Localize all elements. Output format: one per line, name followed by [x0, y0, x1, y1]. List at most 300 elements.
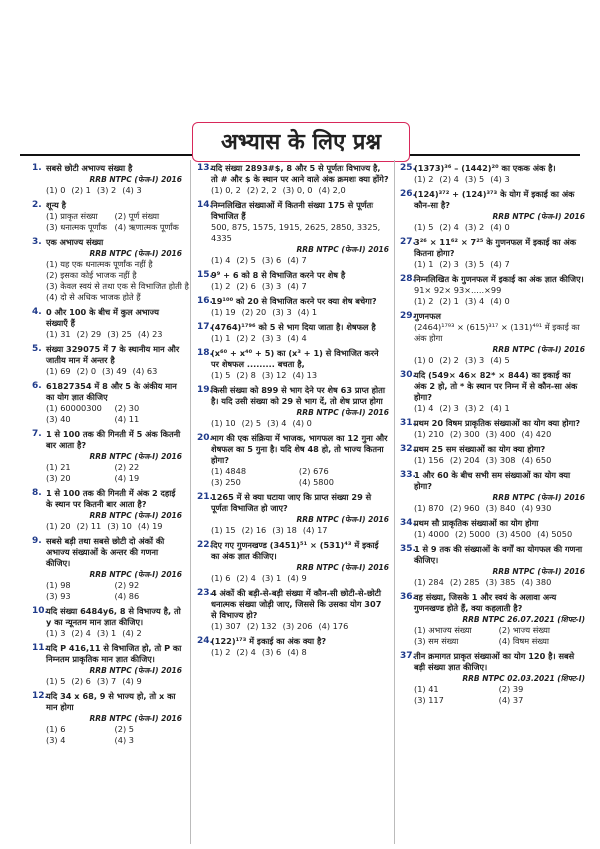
- answer-option: (4) ऋणात्मक पूर्णांक: [114, 222, 179, 232]
- answer-option: (2) 6: [71, 676, 91, 686]
- exam-source: RRB NTPC (फेज-I) 2016: [89, 511, 182, 520]
- answer-options: [211, 573, 389, 584]
- answer-option: (2) 300: [449, 429, 480, 439]
- question-text: 19¹⁰⁰ को 20 से विभाजित करने पर क्या शेष बचेगा?: [211, 296, 377, 306]
- question-text: भाग की एक संक्रिया में भाजक, भागफल का 12 गुना और शेषफल का 5 गुना है। यदि शेष 48 हो, तो भाज्य कितना होगा?: [211, 433, 388, 465]
- answer-option: (4) 3: [114, 735, 134, 745]
- answer-option: (2) 3: [439, 403, 459, 413]
- answer-option: (2) 29: [76, 329, 102, 339]
- answer-option: (3) 6: [261, 255, 282, 265]
- answer-option: (3) धनात्मक पूर्णांक: [46, 222, 107, 232]
- answer-options: [211, 281, 389, 292]
- answer-options: [46, 185, 182, 196]
- answer-option: (3) 6: [261, 647, 282, 657]
- page-title: अभ्यास के लिए प्रश्न: [220, 130, 382, 155]
- answer-options: [414, 259, 585, 270]
- answer-option: (1) 0: [46, 185, 66, 195]
- answer-option: (2) 285: [449, 577, 480, 587]
- answer-option: (1) 10: [211, 418, 236, 428]
- answer-option: (4) 1: [297, 307, 318, 317]
- question-number: 31.: [400, 418, 416, 428]
- answer-option: (3) 7: [96, 676, 117, 686]
- answer-option: (4) 11: [114, 414, 140, 424]
- answer-options: [414, 174, 585, 185]
- answer-option: (1) 1: [414, 259, 434, 269]
- answer-option: (1) 210: [414, 429, 444, 439]
- question-text: 4 अंकों की बड़ी-से-बड़ी संख्या में कौन-सी छोटी-से-छोटी धनात्मक संख्या जोड़ी जाए, जिससे कि उसका योग 307 से विभाज्य हो?: [211, 588, 382, 620]
- question-number: 35.: [400, 544, 416, 554]
- question-number: 5.: [32, 344, 42, 354]
- answer-option: (1) 4: [414, 403, 434, 413]
- question-text: 1265 में से क्या घटाया जाए कि प्राप्त संख्या 29 से पूर्णतः विभाजित हो जाए?: [211, 492, 372, 513]
- question-text: (1373)³⁶ – (1442)²⁰ का एकक अंक है।: [414, 163, 556, 173]
- answer-options: [46, 366, 182, 377]
- question-detail: 91× 92× 93×.....×99: [414, 285, 502, 295]
- answer-option: (2) 0: [76, 366, 97, 376]
- question-text: यदि (549× 46× 82* × 844) का इकाई का अंक 2 हो, तो * के स्थान पर निम्न में से कौन-सा अंक होगा?: [414, 370, 578, 402]
- answer-option: (2) 20: [241, 307, 267, 317]
- answer-option: (2) 30: [114, 403, 140, 413]
- answer-options: [46, 724, 182, 746]
- question-text: सबसे छोटी अभाज्य संख्या है: [46, 163, 133, 173]
- question-number: 4.: [32, 307, 42, 317]
- answer-options: [46, 521, 182, 532]
- answer-options: [414, 403, 585, 414]
- answer-options: [46, 462, 182, 484]
- exam-source: RRB NTPC (फेज-I) 2016: [296, 515, 389, 524]
- answer-option: (3) 40: [46, 414, 71, 424]
- answer-option: (4) 1: [490, 403, 510, 413]
- exam-source: RRB NTPC (फेज-I) 2016: [492, 567, 585, 576]
- question-text: 0 और 100 के बीच में कुल अभाज्य संख्याएँ हैं: [46, 307, 160, 328]
- question-text: 1 से 9 तक की संख्याओं के वर्गों का योगफल की गणना कीजिए।: [414, 544, 583, 565]
- answer-option: (3) 117: [414, 695, 444, 705]
- answer-option: (2) 1: [71, 185, 91, 195]
- answer-options: [211, 185, 389, 196]
- answer-option: (2) 960: [449, 503, 480, 513]
- answer-option: (1) 6: [211, 573, 231, 583]
- question-item: [400, 592, 585, 647]
- answer-option: (2) 5: [114, 724, 134, 734]
- answer-option: (2) 3: [439, 259, 459, 269]
- answer-options: [211, 418, 389, 429]
- answer-option: (1) 870: [414, 503, 444, 513]
- answer-option: (3) 49: [102, 366, 127, 376]
- answer-option: (1) 41: [414, 684, 439, 694]
- question-item: [32, 344, 182, 377]
- answer-option: (3) 5: [464, 259, 485, 269]
- question-item: [197, 296, 389, 318]
- answer-option: (4) 176: [318, 621, 349, 631]
- answer-option: (3) 10: [107, 521, 132, 531]
- question-number: 22.: [197, 540, 213, 550]
- answer-option: (4) दो से अधिक भाजक होते हैं: [46, 292, 141, 302]
- answer-option: (2) पूर्ण संख्या: [114, 211, 160, 221]
- question-item: [400, 651, 585, 706]
- answer-option: (3) 4: [267, 418, 287, 428]
- answer-options: [211, 647, 389, 658]
- question-item: [400, 237, 585, 270]
- answer-option: (1) 2: [414, 296, 434, 306]
- answer-option: (4) 9: [287, 573, 307, 583]
- answer-option: (4) 7: [490, 259, 510, 269]
- answer-option: (4) 8: [287, 647, 307, 657]
- answer-option: (1) 0, 2: [211, 185, 241, 195]
- answer-option: (4) 63: [132, 366, 158, 376]
- question-text: (122)¹⁷³ में इकाई का अंक क्या है?: [211, 636, 327, 646]
- question-item: [32, 691, 182, 746]
- answer-option: (1) 4848: [211, 466, 247, 476]
- answer-option: (3) 1: [261, 573, 282, 583]
- answer-option: (3) 1: [96, 628, 117, 638]
- question-number: 11.: [32, 643, 48, 653]
- answer-option: (4) 5050: [537, 529, 573, 539]
- question-number: 17.: [197, 322, 213, 332]
- answer-options: [46, 403, 182, 425]
- question-text: प्रथम 25 सम संख्याओं का योग क्या होगा?: [414, 444, 546, 454]
- question-item: [32, 307, 182, 340]
- answer-option: (1) 5: [46, 676, 66, 686]
- answer-option: (4) 5800: [298, 477, 334, 487]
- answer-option: (3) 3: [272, 307, 292, 317]
- question-number: 12.: [32, 691, 48, 701]
- answer-option: (3) 0, 0: [282, 185, 313, 195]
- answer-options: [211, 370, 389, 381]
- answer-option: (1) 0: [414, 355, 434, 365]
- question-number: 6.: [32, 381, 42, 391]
- answer-option: (3) 308: [485, 455, 516, 465]
- answer-option: (4) 0: [292, 418, 312, 428]
- answer-options: [414, 577, 585, 588]
- question-number: 27.: [400, 237, 416, 247]
- answer-option: (4) विषम संख्या: [498, 636, 549, 646]
- question-text: निम्नलिखित के गुणनफल में इकाई का अंक ज्ञात कीजिए।: [414, 274, 584, 284]
- answer-option: (4) 19: [114, 473, 140, 483]
- exam-source: RRB NTPC (फेज-I) 2016: [89, 452, 182, 461]
- question-text: (4764)¹⁷⁹⁶ को 5 से भाग दिया जाता है। शेषफल है: [211, 322, 376, 332]
- question-text: 61827354 में 8 और 5 के अंकीय मान का योग ज्ञात कीजिए: [46, 381, 177, 402]
- exam-source: RRB NTPC 26.07.2021 (शिफ्ट-I): [462, 615, 585, 624]
- answer-option: (4) 380: [521, 577, 552, 587]
- question-item: [400, 163, 585, 185]
- answer-option: (4) 9: [122, 676, 142, 686]
- answer-option: (3) 206: [282, 621, 313, 631]
- question-number: 32.: [400, 444, 416, 454]
- question-number: 3.: [32, 237, 42, 247]
- question-item: [32, 536, 182, 602]
- question-text: 9⁹ + 6 को 8 से विभाजित करने पर शेष है: [211, 270, 346, 280]
- answer-option: (1) 69: [46, 366, 71, 376]
- answer-option: (4) 23: [137, 329, 163, 339]
- answer-option: (3) 400: [485, 429, 516, 439]
- question-number: 15.: [197, 270, 213, 280]
- question-text: 1 से 100 तक की गिनती में 5 अंक कितनी बार आता है?: [46, 429, 181, 450]
- question-text: एक अभाज्य संख्या: [46, 237, 104, 247]
- answer-option: (3) 385: [485, 577, 516, 587]
- question-number: 20.: [197, 433, 213, 443]
- answer-option: (1) 6: [46, 724, 66, 734]
- question-number: 10.: [32, 606, 48, 616]
- question-item: [32, 381, 182, 425]
- question-item: [400, 418, 585, 440]
- answer-option: (2) 4: [71, 628, 91, 638]
- question-text: संख्या 329075 में 7 के स्थानीय मान और जातीय मान में अन्तर है: [46, 344, 180, 365]
- exam-source: RRB NTPC (फेज-I) 2016: [296, 408, 389, 417]
- question-number: 23.: [197, 588, 213, 598]
- answer-option: (1) यह एक धनात्मक पूर्णांक नहीं है: [46, 259, 153, 269]
- question-text: यदि संख्या 2893#$, 8 और 5 से पूर्णतः विभाज्य है, तो # और $ के स्थान पर आने वाले अंक क्रमशः क्या होंगे?: [211, 163, 389, 184]
- question-item: [197, 433, 389, 488]
- answer-options: [211, 307, 389, 318]
- question-number: 2.: [32, 200, 42, 210]
- answer-option: (4) 0: [490, 222, 510, 232]
- answer-options: [211, 255, 389, 266]
- answer-option: (2) 39: [498, 684, 524, 694]
- answer-option: (1) 4: [211, 255, 231, 265]
- answer-option: (3) 250: [211, 477, 241, 487]
- question-item: [197, 588, 389, 632]
- question-text: प्रथम सौ प्राकृतिक संख्याओं का योग होगा: [414, 518, 539, 528]
- question-number: 25.: [400, 163, 416, 173]
- question-number: 33.: [400, 470, 416, 480]
- question-number: 29.: [400, 311, 416, 321]
- answer-option: (1) 20: [46, 521, 71, 531]
- answer-option: (3) 2: [464, 403, 485, 413]
- answer-options: [46, 580, 182, 602]
- answer-option: (2) 132: [246, 621, 277, 631]
- answer-option: (4) 86: [114, 591, 140, 601]
- answer-options: [46, 211, 182, 233]
- question-item: [32, 237, 189, 303]
- question-text: तीन क्रमागत प्राकृत संख्याओं का योग 120 है। सबसे बड़ी संख्या ज्ञात कीजिए।: [414, 651, 575, 672]
- exam-source: RRB NTPC (फेज-I) 2016: [296, 245, 389, 254]
- answer-option: (3) 2: [464, 222, 485, 232]
- answer-options: [211, 621, 389, 632]
- answer-options: [414, 222, 585, 233]
- question-text: यदि संख्या 6484y6, 8 से विभाज्य है, तो y का न्यूनतम मान ज्ञात कीजिए।: [46, 606, 181, 627]
- question-number: 34.: [400, 518, 416, 528]
- question-number: 30.: [400, 370, 416, 380]
- question-item: [197, 270, 389, 292]
- question-number: 19.: [197, 385, 213, 395]
- answer-option: (3) 18: [272, 525, 297, 535]
- question-text: प्रथम 20 विषम प्राकृतिक संख्याओं का योग क्या होगा?: [414, 418, 581, 428]
- answer-options: [414, 455, 585, 466]
- answer-option: (1) 5: [414, 222, 434, 232]
- answer-option: (2) 204: [449, 455, 480, 465]
- exam-source: RRB NTPC (फेज-I) 2016: [492, 345, 585, 354]
- question-number: 1.: [32, 163, 42, 173]
- exam-source: RRB NTPC (फेज-I) 2016: [89, 249, 182, 258]
- exam-source: RRB NTPC 02.03.2021 (शिफ्ट-I): [462, 674, 585, 683]
- answer-option: (2) 2, 2: [246, 185, 277, 195]
- question-item: [400, 311, 585, 366]
- answer-option: (1) 31: [46, 329, 71, 339]
- answer-option: (4) 7: [287, 281, 307, 291]
- answer-options: [414, 429, 585, 440]
- answer-option: (2) 4: [236, 573, 256, 583]
- answer-options: [46, 329, 182, 340]
- question-item: [197, 636, 389, 658]
- question-number: 37.: [400, 651, 416, 661]
- question-item: [400, 189, 585, 233]
- exam-source: RRB NTPC (फेज-I) 2016: [89, 175, 182, 184]
- answer-option: (1) 2: [414, 174, 434, 184]
- question-item: [32, 429, 182, 484]
- answer-option: (4) 0: [490, 296, 510, 306]
- answer-option: (3) 20: [46, 473, 71, 483]
- exam-source: RRB NTPC (फेज-I) 2016: [89, 666, 182, 675]
- question-text: निम्नलिखित संख्याओं में कितनी संख्या 175 से पूर्णतः विभाजित हैं: [211, 200, 373, 221]
- question-item: [32, 200, 182, 233]
- answer-option: (4) 3: [490, 174, 510, 184]
- answer-option: (4) 2,0: [318, 185, 346, 195]
- answer-option: (1) 156: [414, 455, 444, 465]
- answer-options: [414, 503, 585, 514]
- answer-option: (1) 60000300: [46, 403, 102, 413]
- answer-option: (4) 13: [292, 370, 318, 380]
- question-text: दिए गए गुणनखण्ड (3451)⁵¹ × (531)⁴³ में इकाई का अंक ज्ञात कीजिए।: [211, 540, 379, 561]
- question-item: [400, 444, 585, 466]
- exam-source: RRB NTPC (फेज-I) 2016: [492, 212, 585, 221]
- question-number: 7.: [32, 429, 42, 439]
- question-item: [400, 470, 585, 514]
- answer-option: (1) 307: [211, 621, 241, 631]
- answer-option: (1) 4000: [414, 529, 450, 539]
- question-item: [197, 492, 389, 536]
- answer-option: (2) 5: [241, 418, 262, 428]
- answer-option: (4) 19: [137, 521, 163, 531]
- question-column-3: [400, 163, 585, 710]
- answer-option: (1) प्राकृत संख्या: [46, 211, 98, 221]
- answer-options: [414, 296, 585, 307]
- answer-option: (2) 5: [236, 255, 256, 265]
- question-number: 18.: [197, 348, 213, 358]
- answer-option: (2) 2: [236, 333, 256, 343]
- answer-option: (3) केवल स्वयं से तथा एक से विभाजित होती है: [46, 281, 189, 291]
- answer-option: (1) 284: [414, 577, 444, 587]
- answer-option: (2) 92: [114, 580, 140, 590]
- column-divider: [190, 160, 191, 844]
- answer-option: (2) 2: [439, 355, 459, 365]
- question-text: वह संख्या, जिसके 1 और स्वयं के अलावा अन्य गुणनखण्ड होते हैं, क्या कहलाती है?: [414, 592, 557, 613]
- answer-option: (3) 12: [261, 370, 287, 380]
- answer-option: (3) 3: [464, 355, 485, 365]
- question-item: [197, 163, 389, 196]
- answer-option: (4) 650: [521, 455, 552, 465]
- question-number: 16.: [197, 296, 213, 306]
- question-text: (124)³⁷² + (124)³⁷³ के योग में इकाई का अंक कौन-सा है?: [414, 189, 575, 210]
- answer-options: [46, 676, 182, 687]
- answer-option: (1) 21: [46, 462, 71, 472]
- answer-option: (2) 16: [241, 525, 267, 535]
- answer-option: (1) 98: [46, 580, 71, 590]
- answer-option: (4) 3: [122, 185, 142, 195]
- question-number: 9.: [32, 536, 42, 546]
- answer-option: (3) 840: [485, 503, 516, 513]
- answer-option: (3) 93: [46, 591, 71, 601]
- question-item: [197, 200, 389, 266]
- answer-option: (2) 4: [439, 222, 459, 232]
- answer-option: (4) 930: [521, 503, 552, 513]
- answer-options: [414, 684, 585, 706]
- answer-option: (1) 15: [211, 525, 236, 535]
- answer-option: (3) सम संख्या: [414, 636, 459, 646]
- answer-options: [414, 529, 585, 540]
- question-number: 14.: [197, 200, 213, 210]
- question-text: 1 से 100 तक की गिनती में अंक 2 दहाई के स्थान पर कितनी बार आता है?: [46, 488, 176, 509]
- exam-source: RRB NTPC (फेज-I) 2016: [89, 570, 182, 579]
- question-text: सबसे बड़ी तथा सबसे छोटी दो अंकों की अभाज्य संख्याओं के अन्तर की गणना कीजिए।: [46, 536, 165, 568]
- question-column-1: [32, 163, 189, 750]
- answer-options: [211, 525, 389, 536]
- answer-option: (3) 4: [46, 735, 66, 745]
- question-text: 3²⁶ × 11⁶² × 7²⁵ के गुणनफल में इकाई का अंक कितना होगा?: [414, 237, 577, 258]
- question-item: [400, 544, 585, 588]
- answer-option: (2) 22: [114, 462, 140, 472]
- answer-option: (2) 1: [439, 296, 459, 306]
- exam-source: RRB NTPC (फेज-I) 2016: [296, 563, 389, 572]
- question-text: 1 और 60 के बीच सभी सम संख्याओं का योग क्या होगा?: [414, 470, 571, 491]
- question-text: शून्य है: [46, 200, 66, 210]
- answer-option: (1) 2: [211, 647, 231, 657]
- answer-option: (3) 25: [107, 329, 132, 339]
- question-text: यदि 34 x 68, 9 से भाज्य हो, तो x का मान होगा: [46, 691, 176, 712]
- question-column-2: [197, 163, 389, 662]
- answer-option: (3) 3: [261, 333, 282, 343]
- question-text: (x⁶⁰ + x⁴⁰ + 5) का (x³ + 1) से विभाजित करने पर शेषफल ......... बचता है,: [211, 348, 379, 369]
- question-number: 24.: [197, 636, 213, 646]
- answer-options: [46, 259, 189, 303]
- exam-source: RRB NTPC (फेज-I) 2016: [492, 493, 585, 502]
- question-item: [197, 540, 389, 584]
- answer-option: (1) 2: [211, 281, 231, 291]
- answer-options: [211, 333, 389, 344]
- answer-option: (3) 3: [261, 281, 282, 291]
- answer-option: (3) 4: [464, 296, 485, 306]
- answer-option: (2) 5000: [455, 529, 491, 539]
- question-text: गुणनफल: [414, 311, 441, 321]
- question-number: 36.: [400, 592, 416, 602]
- question-item: [197, 348, 389, 381]
- answer-options: [414, 355, 585, 366]
- answer-option: (2) 11: [76, 521, 102, 531]
- question-item: [400, 274, 585, 307]
- answer-option: (1) 19: [211, 307, 236, 317]
- answer-option: (2) 676: [298, 466, 329, 476]
- question-number: 26.: [400, 189, 416, 199]
- answer-option: (2) इसका कोई भाजक नहीं है: [46, 270, 137, 280]
- question-number: 8.: [32, 488, 42, 498]
- answer-option: (1) अभाज्य संख्या: [414, 625, 472, 635]
- question-item: [32, 163, 182, 196]
- answer-option: (4) 17: [302, 525, 328, 535]
- question-number: 28.: [400, 274, 416, 284]
- answer-option: (4) 5: [490, 355, 510, 365]
- question-number: 13.: [197, 163, 213, 173]
- answer-option: (2) 4: [439, 174, 459, 184]
- answer-options: [414, 625, 585, 647]
- answer-option: (3) 2: [96, 185, 117, 195]
- answer-options: [46, 628, 182, 639]
- answer-option: (4) 4: [287, 333, 307, 343]
- column-divider: [394, 160, 395, 844]
- question-item: [32, 488, 182, 532]
- answer-options: [211, 466, 389, 488]
- question-item: [400, 518, 585, 540]
- answer-option: (2) 4: [236, 647, 256, 657]
- answer-option: (4) 7: [287, 255, 307, 265]
